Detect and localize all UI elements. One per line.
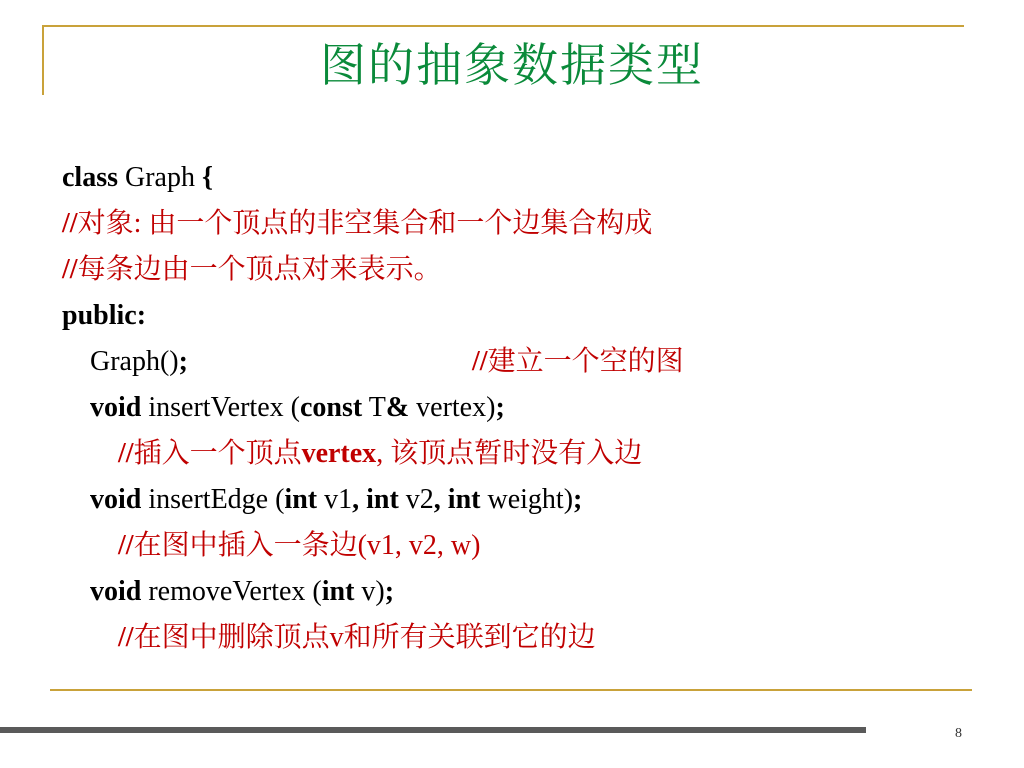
comma: , [352,484,367,515]
code-line-remove-vertex [62,569,984,615]
frame-top-rule [42,25,964,27]
semicolon: ; [495,392,505,423]
keyword-void: void [90,392,142,423]
comment-slash: // [118,622,134,653]
param-name: vertex) [409,392,496,423]
slide-title: 图的抽象数据类型 [320,38,704,92]
code-line-remove-vertex-comment [62,615,984,661]
param-name: v) [354,576,385,607]
comment-text: 插入一个顶点 [133,438,302,469]
keyword-void: void [90,576,142,607]
code-line-insert-edge [62,477,984,523]
comment-slash: // [472,346,488,377]
comment-text: 建立一个空的图 [487,346,684,377]
method-text: insertVertex ( [141,392,300,423]
class-name: Graph [118,162,202,193]
keyword-class: class [62,162,118,193]
code-line-insert-vertex-comment [62,431,984,477]
keyword-int: int [366,484,399,515]
comment-slash: // [62,208,78,239]
code-line-public [62,293,984,339]
comment-text: 在图中删除顶点v和所有关联到它的边 [133,622,596,653]
code-line-constructor [62,339,984,385]
semicolon: ; [384,576,395,607]
code-line-comment-1 [62,201,984,247]
code-line-insert-edge-comment [62,523,984,569]
open-brace: { [201,162,214,193]
param-name: v2 [398,484,434,515]
bottom-rule [50,689,972,691]
comment-slash: // [118,438,134,469]
keyword-int: int [284,484,318,515]
ampersand: & [385,392,410,423]
param-name: weight) [480,484,574,515]
keyword-void: void [90,484,142,515]
constructor-comment [472,339,684,385]
comma: , [433,484,448,515]
footer-bar [0,727,866,733]
keyword-int: int [321,576,355,607]
keyword-const: const [299,392,363,423]
comment-slash: // [62,254,78,285]
constructor-signature: Graph() [90,346,179,377]
semicolon: ; [178,346,188,377]
method-text: insertEdge ( [141,484,285,515]
param-type: T [362,392,386,423]
comment-text: 在图中插入一条边(v1, v2, w) [133,530,481,561]
keyword-public: public: [62,300,147,331]
param-name: v1 [317,484,353,515]
method-text: removeVertex ( [141,576,322,607]
comment-text: 每条边由一个顶点对来表示。 [77,254,442,285]
comment-text: 对象: 由一个顶点的非空集合和一个边集合构成 [77,208,653,239]
comment-slash: // [118,530,134,561]
code-line-class-decl [62,155,984,201]
semicolon: ; [573,484,583,515]
code-line-insert-vertex [62,385,984,431]
comment-bold-vertex: vertex [301,438,377,469]
code-block [62,155,984,661]
page-number: 8 [955,726,962,741]
comment-text: , 该顶点暂时没有入边 [376,438,643,469]
keyword-int: int [447,484,481,515]
code-line-comment-2 [62,247,984,293]
